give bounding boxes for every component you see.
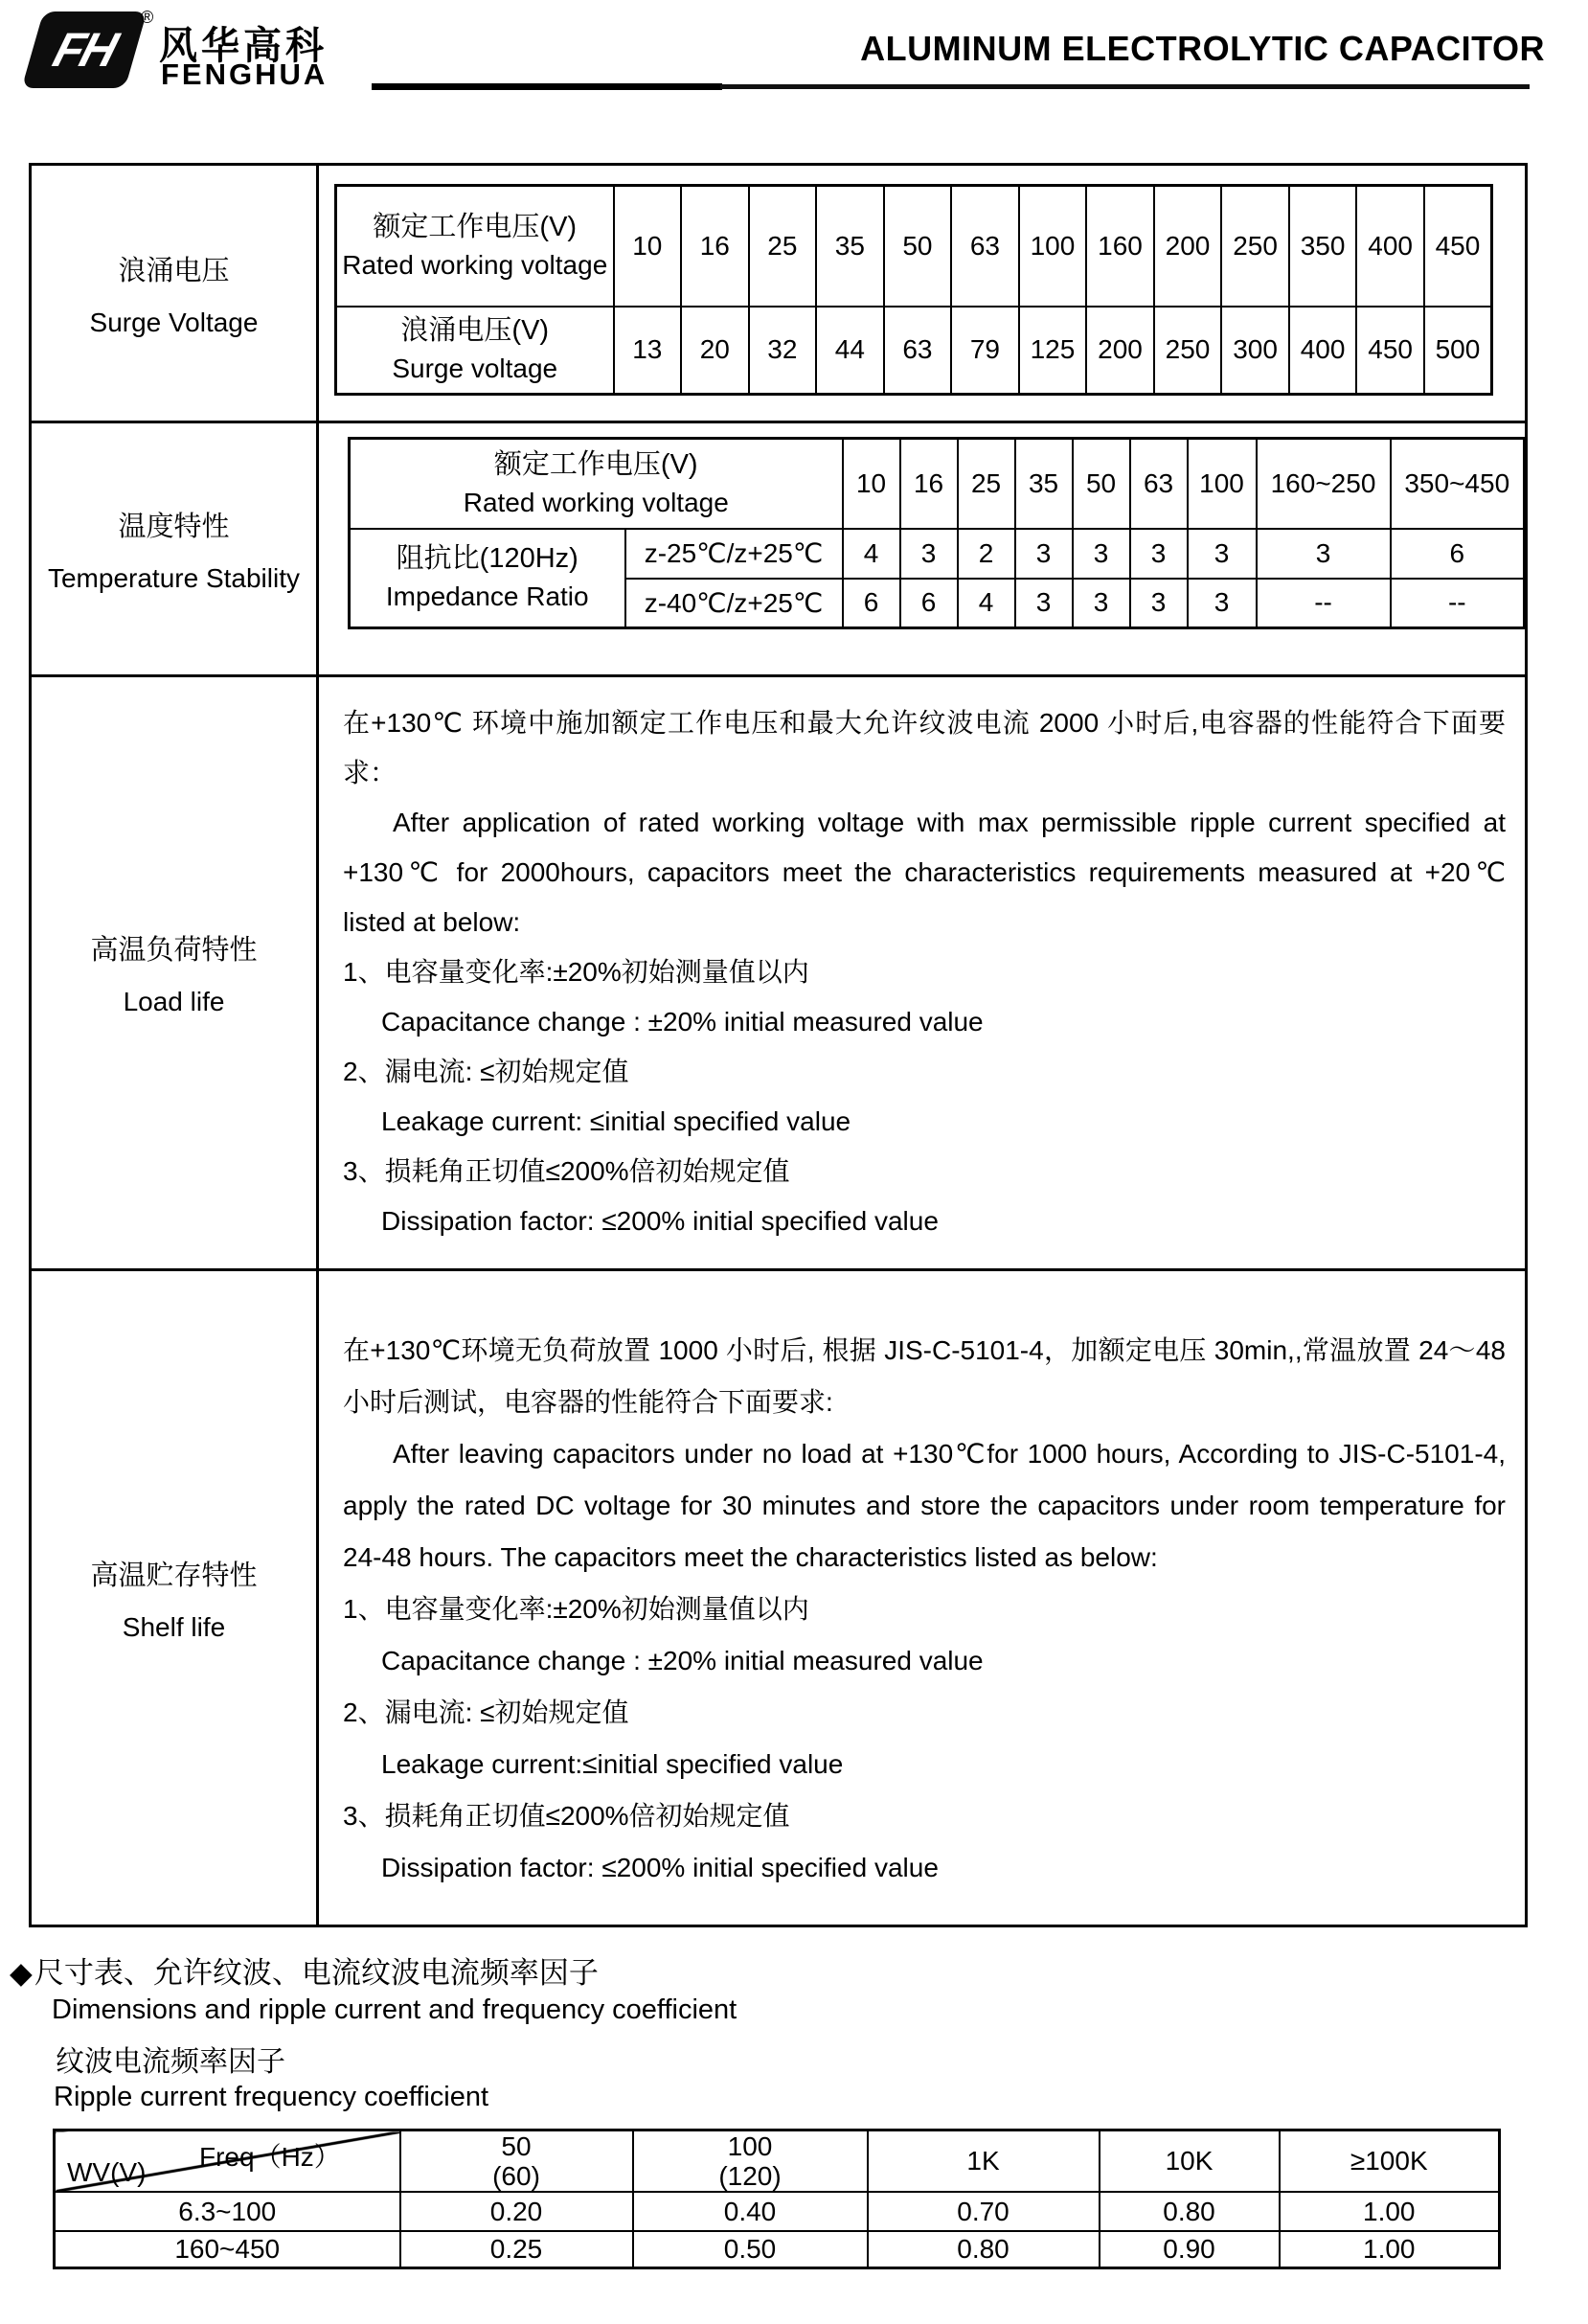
rated-voltage-label-cn: 额定工作电压(V) (373, 211, 578, 242)
load-life-content (319, 677, 1525, 1268)
surge-voltage-value: 20 (681, 307, 749, 395)
load-life-item-cn: 3、损耗角正切值≤200%倍初始规定值 (343, 1156, 790, 1186)
freq-column-header-line1: ≥100K (1350, 2146, 1428, 2176)
shelf-life-paragraph-cn: 在+130℃环境无负荷放置 1000 小时后, 根据 JIS-C-5101-4，加额定电压 30min,,常温放置 24～48 小时后测试，电容器的性能符合下面要求: (343, 1335, 1506, 1417)
freq-column-header-line1: 1K (966, 2146, 1000, 2176)
surge-voltage-value: 32 (749, 307, 817, 395)
coefficient-value: 0.50 (633, 2231, 868, 2267)
impedance-value: 3 (1015, 579, 1073, 628)
coefficient-value: 1.00 (1280, 2192, 1500, 2231)
coefficient-value: 0.80 (1100, 2192, 1280, 2231)
characteristics-table (29, 163, 1528, 1927)
load-life-item-en: Leakage current: ≤initial specified value (381, 1106, 851, 1136)
impedance-value: 6 (1391, 529, 1525, 579)
wv-range: 160~450 (55, 2231, 400, 2267)
impedance-value: 3 (1015, 529, 1073, 579)
shelf-life-item-en: Leakage current:≤initial specified value (381, 1749, 844, 1779)
impedance-ratio-label-en: Impedance Ratio (385, 581, 589, 612)
surge-voltage-value: 500 (1424, 307, 1492, 395)
load-life-label-cn: 高温负荷特性 (90, 935, 258, 966)
freq-column-header (633, 2130, 868, 2193)
rated-voltage-value: 350 (1289, 186, 1357, 307)
temperature-stability-label-en: Temperature Stability (47, 562, 300, 593)
registered-trademark-icon: ® (141, 8, 154, 27)
temp-rated-voltage-label-en: Rated working voltage (463, 487, 729, 517)
load-life-row (32, 674, 1525, 1268)
impedance-value: 3 (1130, 579, 1188, 628)
header-rule-thin (720, 84, 1530, 89)
surge-voltage-values-row (336, 307, 1492, 395)
freq-column-header (1100, 2130, 1280, 2193)
load-life-item-cn: 2、漏电流: ≤初始规定值 (343, 1057, 629, 1086)
shelf-life-paragraph-en: After leaving capacitors under no load at +130℃for 1000 hours, According to JIS-C-5101-4, apply the rated DC voltage for 30 minutes and store the capacitors under room temperature for 24-48 hours. The capacitors meet the characteristics listed as below: (343, 1439, 1506, 1572)
load-life-item-en: Dissipation factor: ≤200% initial specified value (381, 1206, 939, 1236)
coefficient-value: 0.25 (400, 2231, 633, 2267)
surge-voltage-value: 44 (816, 307, 884, 395)
surge-voltage-value: 450 (1356, 307, 1424, 395)
freq-axis-label: Freq（Hz） (199, 2142, 341, 2172)
section-title-cn (10, 1948, 599, 1992)
impedance-ratio-row-1 (350, 529, 1525, 579)
freq-column-header-line1: 100 (727, 2131, 773, 2161)
rated-voltage-row (336, 186, 1492, 307)
surge-voltage-label2-cn: 浪涌电压(V) (400, 315, 550, 347)
logo-text-cn: 风华高科 (159, 25, 328, 67)
impedance-ratio-label-cell (350, 529, 625, 628)
coefficient-value: 0.80 (868, 2231, 1100, 2267)
shelf-life-item-cn: 3、损耗角正切值≤200%倍初始规定值 (343, 1801, 790, 1831)
temp-voltage-column: 63 (1130, 439, 1188, 529)
surge-voltage-table (334, 184, 1493, 396)
temperature-stability-row-label (32, 423, 319, 674)
shelf-life-content (319, 1271, 1525, 1925)
rated-voltage-value: 450 (1424, 186, 1492, 307)
impedance-value: 3 (1073, 579, 1130, 628)
temp-voltage-column: 25 (958, 439, 1015, 529)
shelf-life-item-en: Capacitance change : ±20% initial measured value (381, 1646, 984, 1675)
surge-voltage-label-cn: 浪涌电压 (118, 255, 230, 286)
impedance-value: 3 (900, 529, 958, 579)
freq-table-header-row (55, 2130, 1500, 2193)
shelf-life-row (32, 1268, 1525, 1925)
section-subtitle-cn: 纹波电流频率因子 (56, 2046, 285, 2078)
freq-column-header-line2: (120) (718, 2161, 782, 2191)
impedance-value: 6 (843, 579, 900, 628)
freq-column-header (868, 2130, 1100, 2193)
rated-voltage-value: 63 (951, 186, 1019, 307)
impedance-value: 3 (1073, 529, 1130, 579)
impedance-ratio-table (348, 437, 1526, 629)
shelf-life-item-en: Dissipation factor: ≤200% initial specified value (381, 1853, 939, 1882)
surge-voltage-value: 13 (614, 307, 682, 395)
temp-voltage-column: 160~250 (1257, 439, 1391, 529)
load-life-text (319, 677, 1525, 1246)
rated-voltage-value: 10 (614, 186, 682, 307)
shelf-life-text (319, 1271, 1525, 1894)
page-title: ALUMINUM ELECTROLYTIC CAPACITOR (860, 29, 1545, 68)
rated-voltage-value: 250 (1221, 186, 1289, 307)
surge-voltage-value: 250 (1154, 307, 1222, 395)
impedance-condition: z-25℃/z+25℃ (625, 529, 843, 579)
impedance-condition: z-40℃/z+25℃ (625, 579, 843, 628)
shelf-life-label-en: Shelf life (122, 1611, 226, 1642)
fenghua-logo-icon: FH (22, 11, 147, 88)
diamond-bullet-icon: ◆ (10, 1956, 33, 1990)
logo-text-en: FENGHUA (161, 57, 329, 91)
rated-voltage-header-cell (336, 186, 614, 307)
surge-voltage-content (319, 166, 1525, 421)
impedance-value: 3 (1257, 529, 1391, 579)
coefficient-value: 0.40 (633, 2192, 868, 2231)
rated-voltage-value: 400 (1356, 186, 1424, 307)
impedance-ratio-label-cn: 阻抗比(120Hz) (396, 543, 578, 575)
shelf-life-label-cn: 高温贮存特性 (90, 1560, 258, 1591)
temperature-stability-label-cn: 温度特性 (118, 511, 230, 542)
impedance-value: 2 (958, 529, 1015, 579)
shelf-life-item-cn: 1、电容量变化率:±20%初始测量值以内 (343, 1594, 809, 1624)
rated-voltage-value: 35 (816, 186, 884, 307)
temp-header-row (350, 439, 1525, 529)
ripple-frequency-coefficient-table (53, 2129, 1501, 2269)
impedance-value: -- (1391, 579, 1525, 628)
freq-column-header (400, 2130, 633, 2193)
impedance-value: 6 (900, 579, 958, 628)
freq-column-header-line1: 50 (501, 2131, 532, 2161)
load-life-row-label (32, 677, 319, 1268)
rated-voltage-value: 16 (681, 186, 749, 307)
rated-voltage-value: 200 (1154, 186, 1222, 307)
temp-voltage-column: 10 (843, 439, 900, 529)
coefficient-value: 0.90 (1100, 2231, 1280, 2267)
temp-rated-voltage-label-cn: 额定工作电压(V) (493, 448, 698, 480)
temp-voltage-column: 50 (1073, 439, 1130, 529)
freq-table-row (55, 2231, 1500, 2267)
coefficient-value: 0.70 (868, 2192, 1100, 2231)
impedance-value: 3 (1188, 529, 1257, 579)
impedance-value: 3 (1188, 579, 1257, 628)
temp-rated-voltage-header-cell (350, 439, 843, 529)
impedance-value: 4 (958, 579, 1015, 628)
shelf-life-row-label (32, 1271, 319, 1925)
load-life-item-en: Capacitance change : ±20% initial measured value (381, 1007, 984, 1037)
load-life-paragraph-en: After application of rated working voltage with max permissible ripple current specified at +130℃ for 2000hours, capacitors meet the characteristics requirements measured at +20℃ listed at below: (343, 808, 1506, 937)
impedance-value: -- (1257, 579, 1391, 628)
impedance-value: 4 (843, 529, 900, 579)
freq-column-header (1280, 2130, 1500, 2193)
section-title-en: Dimensions and ripple current and frequency coefficient (52, 1994, 737, 2025)
freq-table-row (55, 2192, 1500, 2231)
load-life-label-en: Load life (123, 987, 225, 1016)
temp-voltage-column: 16 (900, 439, 958, 529)
surge-voltage-value: 400 (1289, 307, 1357, 395)
rated-voltage-value: 25 (749, 186, 817, 307)
freq-wv-corner-cell (55, 2130, 400, 2193)
shelf-life-item-cn: 2、漏电流: ≤初始规定值 (343, 1697, 629, 1727)
impedance-value: 3 (1130, 529, 1188, 579)
freq-column-header-line1: 10K (1165, 2146, 1214, 2176)
section-title-cn-text: 尺寸表、允许纹波、电流纹波电流频率因子 (34, 1956, 599, 1990)
temp-voltage-column: 350~450 (1391, 439, 1525, 529)
surge-voltage-value: 125 (1019, 307, 1087, 395)
rated-voltage-value: 100 (1019, 186, 1087, 307)
freq-column-header-line2: (60) (492, 2161, 540, 2191)
surge-voltage-row (32, 166, 1525, 421)
surge-voltage-row-label (32, 166, 319, 421)
header-rule-thick (372, 83, 722, 90)
surge-voltage-label-en: Surge Voltage (89, 307, 259, 337)
load-life-paragraph-cn: 在+130℃ 环境中施加额定工作电压和最大允许纹波电流 2000 小时后,电容器的性能符合下面要求： (343, 708, 1506, 787)
surge-voltage-header-cell (336, 307, 614, 395)
temperature-stability-row (32, 421, 1525, 674)
coefficient-value: 0.20 (400, 2192, 633, 2231)
rated-voltage-value: 160 (1086, 186, 1154, 307)
wv-axis-label: WV(V) (67, 2157, 147, 2187)
rated-voltage-label-en: Rated working voltage (342, 249, 608, 280)
temp-voltage-column: 100 (1188, 439, 1257, 529)
surge-voltage-label2-en: Surge voltage (392, 353, 558, 384)
surge-voltage-value: 63 (884, 307, 952, 395)
temp-voltage-column: 35 (1015, 439, 1073, 529)
surge-voltage-value: 300 (1221, 307, 1289, 395)
surge-voltage-value: 200 (1086, 307, 1154, 395)
section-subtitle-en: Ripple current frequency coefficient (54, 2082, 489, 2112)
load-life-item-cn: 1、电容量变化率:±20%初始测量值以内 (343, 957, 809, 987)
rated-voltage-value: 50 (884, 186, 952, 307)
surge-voltage-value: 79 (951, 307, 1019, 395)
temperature-stability-content (319, 423, 1525, 674)
wv-range: 6.3~100 (55, 2192, 400, 2231)
coefficient-value: 1.00 (1280, 2231, 1500, 2267)
